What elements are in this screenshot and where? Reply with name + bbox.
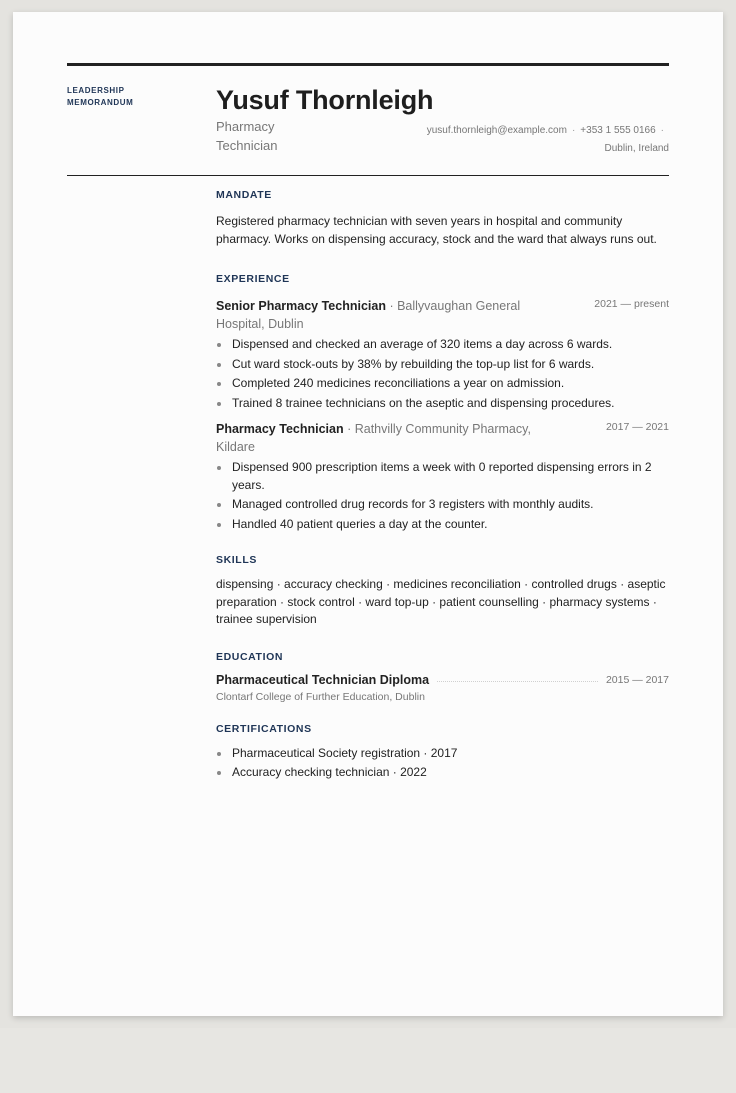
job-heading: Pharmacy Technician · Rathvilly Community Pharmacy, Kildare — [216, 422, 531, 454]
separator: · — [660, 125, 664, 136]
skills-text: dispensing · accuracy checking · medicines reconciliation · controlled drugs · aseptic preparation · stock control · ward top-up · patient counselling · pharmacy systems · trainee supervision — [216, 577, 666, 626]
list-item: Handled 40 patient queries a day at the counter. — [216, 516, 669, 534]
resume-page — [13, 12, 723, 1016]
header-divider — [67, 175, 669, 176]
list-item: Managed controlled drug records for 3 registers with monthly audits. — [216, 496, 669, 514]
candidate-role: Pharmacy Technician — [216, 119, 278, 153]
mandate-text: Registered pharmacy technician with seven years in hospital and community pharmacy. Works on dispensing accuracy, stock and the ward that always runs out. — [216, 214, 657, 246]
section-title-education: EDUCATION — [216, 650, 284, 663]
education-section — [216, 651, 669, 703]
school-name: Clontarf College of Further Education, Dublin — [216, 690, 425, 703]
section-title-mandate: MANDATE — [216, 189, 272, 201]
job-bullets — [216, 336, 669, 412]
resume-body — [216, 177, 669, 784]
certifications-section — [216, 723, 669, 782]
top-rule — [67, 63, 669, 66]
skills-section — [216, 554, 669, 629]
phone-number[interactable]: +353 1 555 0166 — [580, 125, 656, 136]
job-organization: Ballyvaughan General Hospital, Dublin — [216, 299, 521, 331]
list-item: Accuracy checking technician · 2022 — [216, 764, 669, 782]
section-title-experience: EXPERIENCE — [216, 273, 290, 285]
job-entry — [216, 420, 669, 533]
dotted-leader — [437, 681, 598, 682]
job-entry — [216, 297, 669, 412]
job-dates: 2021 — present — [594, 298, 669, 310]
experience-section — [216, 273, 669, 533]
email-link[interactable]: yusuf.thornleigh@example.com — [426, 125, 567, 136]
document-tag: LEADERSHIP MEMORANDUM — [67, 86, 134, 107]
education-row — [216, 673, 669, 687]
job-title: Senior Pharmacy Technician — [216, 299, 386, 313]
job-dates: 2017 — 2021 — [605, 421, 669, 433]
candidate-name: Yusuf Thornleigh — [216, 85, 434, 115]
separator: · — [571, 125, 576, 136]
section-title-skills: SKILLS — [216, 554, 257, 566]
list-item: Completed 240 medicines reconciliations a year on admission. — [216, 375, 669, 393]
contact-info — [369, 122, 669, 158]
job-bullets — [216, 459, 669, 533]
job-heading: Senior Pharmacy Technician · Ballyvaughan General Hospital, Dublin — [216, 299, 521, 331]
list-item: Cut ward stock-outs by 38% by rebuilding the top-up list for 6 wards. — [216, 356, 669, 374]
section-title-certifications: CERTIFICATIONS — [216, 722, 312, 735]
list-item: Dispensed and checked an average of 320 items a day across 6 wards. — [216, 336, 669, 354]
list-item: Pharmaceutical Society registration · 2017 — [216, 745, 669, 763]
certification-list — [216, 745, 669, 782]
location: Dublin, Ireland — [604, 143, 669, 154]
background-strip — [0, 1028, 736, 1093]
job-organization: Rathvilly Community Pharmacy, Kildare — [216, 422, 531, 454]
degree-name: Pharmaceutical Technician Diploma — [216, 672, 430, 687]
list-item: Trained 8 trainee technicians on the aseptic and dispensing procedures. — [216, 395, 669, 413]
mandate-section — [216, 189, 669, 248]
list-item: Dispensed 900 prescription items a week with 0 reported dispensing errors in 2 years. — [216, 459, 669, 494]
education-dates: 2015 — 2017 — [605, 673, 669, 686]
job-title: Pharmacy Technician — [216, 422, 344, 436]
